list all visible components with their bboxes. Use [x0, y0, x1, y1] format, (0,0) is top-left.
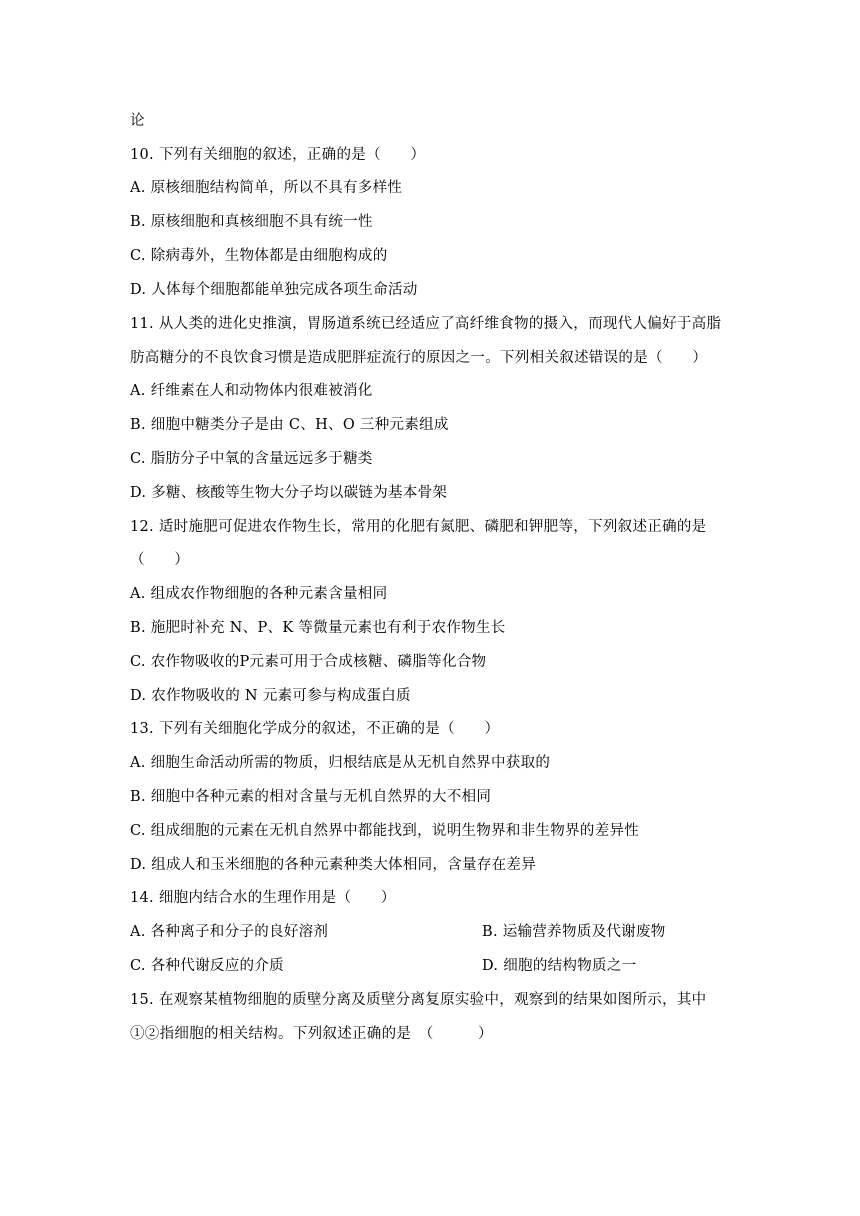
question-11-option-a: A. 纤维素在人和动物体内很难被消化: [130, 383, 373, 399]
question-12-option-a: A. 组成农作物细胞的各种元素含量相同: [130, 586, 388, 602]
question-15-stem-line-2: ①②指细胞的相关结构。下列叙述正确的是 （ ）: [130, 1026, 493, 1042]
question-14-option-b: B. 运输营养物质及代谢废物: [482, 924, 666, 940]
question-11-stem-line-2: 肪高糖分的不良饮食习惯是造成肥胖症流行的原因之一。下列相关叙述错误的是（ ）: [130, 350, 708, 366]
question-14-option-d: D. 细胞的结构物质之一: [482, 958, 637, 974]
question-12-option-c: C. 农作物吸收的P元素可用于合成核糖、磷脂等化合物: [130, 654, 487, 670]
question-10-option-d: D. 人体每个细胞都能单独完成各项生命活动: [130, 282, 418, 298]
question-14-stem: 14. 细胞内结合水的生理作用是（ ）: [130, 890, 396, 906]
question-11-option-b: B. 细胞中糖类分子是由 C、H、O 三种元素组成: [130, 417, 449, 433]
question-11-option-d: D. 多糖、核酸等生物大分子均以碳链为基本骨架: [130, 485, 448, 501]
question-13-option-b: B. 细胞中各种元素的相对含量与无机自然界的大不相同: [130, 789, 492, 805]
question-13-stem: 13. 下列有关细胞化学成分的叙述，不正确的是（ ）: [130, 721, 500, 737]
question-12-option-b: B. 施肥时补充 N、P、K 等微量元素也有利于农作物生长: [130, 620, 506, 636]
question-12-stem-line-1: 12. 适时施肥可促进农作物生长，常用的化肥有氮肥、磷肥和钾肥等，下列叙述正确的是: [130, 519, 707, 535]
question-10-option-c: C. 除病毒外，生物体都是由细胞构成的: [130, 248, 388, 264]
question-12-option-d: D. 农作物吸收的 N 元素可参与构成蛋白质: [130, 688, 411, 704]
question-13-option-d: D. 组成人和玉米细胞的各种元素种类大体相同，含量存在差异: [130, 857, 537, 873]
question-13-option-c: C. 组成细胞的元素在无机自然界中都能找到，说明生物界和非生物界的差异性: [130, 823, 640, 839]
question-10-stem: 10. 下列有关细胞的叙述，正确的是（ ）: [130, 147, 426, 163]
question-13-option-a: A. 细胞生命活动所需的物质，归根结底是从无机自然界中获取的: [130, 755, 551, 771]
question-10-option-b: B. 原核细胞和真核细胞不具有统一性: [130, 214, 373, 230]
question-14-option-a: A. 各种离子和分子的良好溶剂: [130, 924, 329, 940]
question-12-stem-line-2: （ ）: [130, 552, 190, 568]
question-14-option-c: C. 各种代谢反应的介质: [130, 958, 284, 974]
question-11-option-c: C. 脂肪分子中氧的含量远远多于糖类: [130, 451, 373, 467]
question-10-option-a: A. 原核细胞结构简单，所以不具有多样性: [130, 180, 403, 196]
text-line-continuation: 论: [130, 113, 145, 129]
question-15-stem-line-1: 15. 在观察某植物细胞的质壁分离及质壁分离复原实验中，观察到的结果如图所示，其中: [130, 992, 707, 1008]
question-11-stem-line-1: 11. 从人类的进化史推演，胃肠道系统已经适应了高纤维食物的摄入，而现代人偏好于高脂: [130, 316, 722, 332]
